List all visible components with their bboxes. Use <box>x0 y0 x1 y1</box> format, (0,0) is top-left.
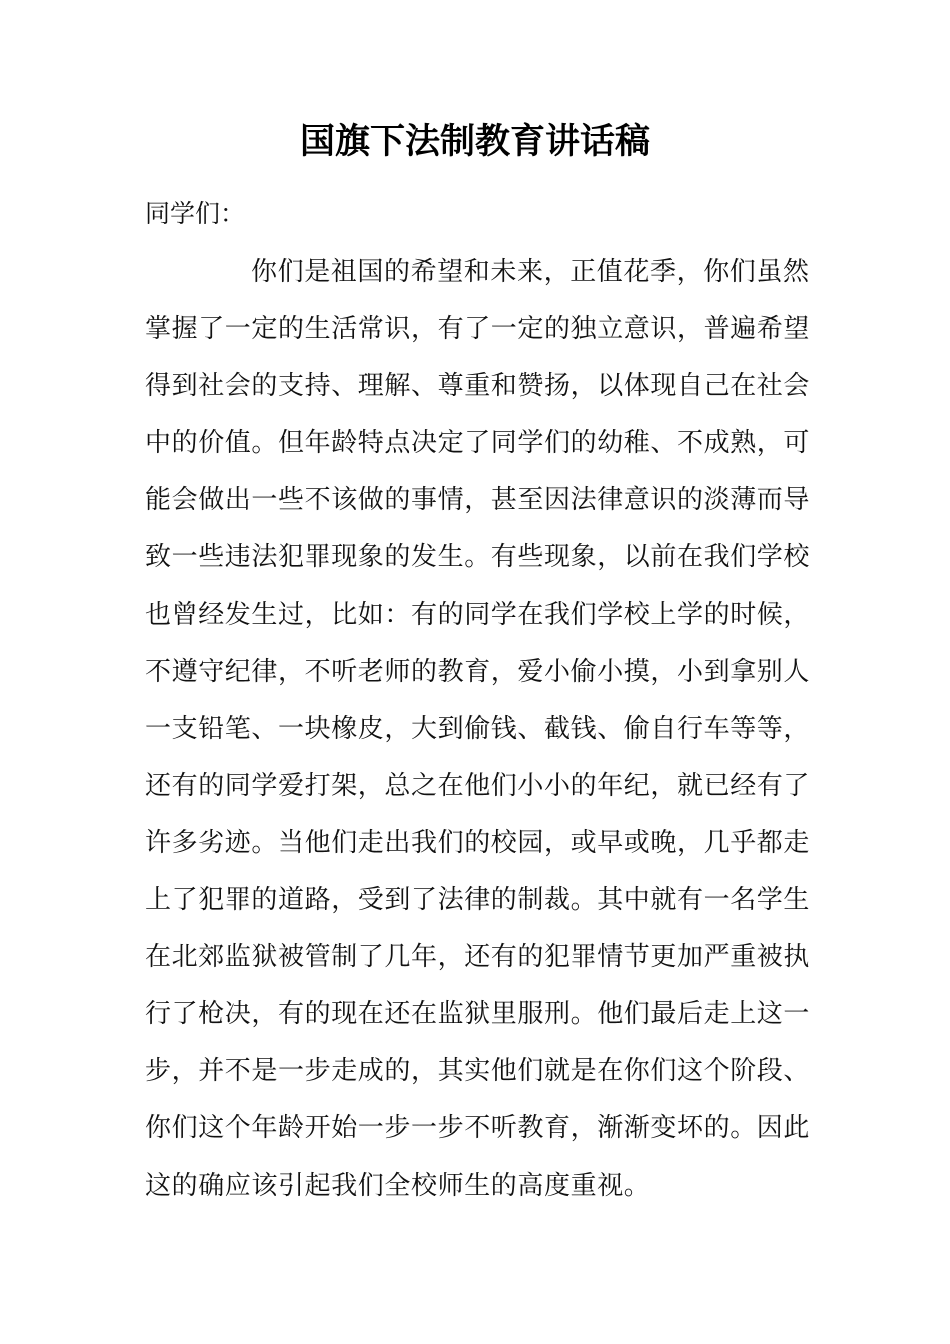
body-line: 一支铅笔、一块橡皮，大到偷钱、截钱、偷自行车等等， <box>145 713 811 744</box>
body-line: 不遵守纪律，不听老师的教育，爱小偷小摸，小到拿别人 <box>145 656 811 687</box>
body-line: 也曾经发生过，比如：有的同学在我们学校上学的时候， <box>145 599 811 630</box>
body-line: 能会做出一些不该做的事情，甚至因法律意识的淡薄而导 <box>145 485 811 516</box>
document-title: 国旗下法制教育讲话稿 <box>299 122 650 162</box>
body-line: 步，并不是一步走成的，其实他们就是在你们这个阶段、 <box>145 1056 811 1087</box>
body-line: 致一些违法犯罪现象的发生。有些现象，以前在我们学校 <box>145 542 811 573</box>
speech-body <box>145 254 809 1225</box>
body-line: 在北郊监狱被管制了几年，还有的犯罪情节更加严重被执 <box>145 942 811 973</box>
body-line: 掌握了一定的生活常识，有了一定的独立意识，普遍希望 <box>145 314 811 345</box>
body-line: 这的确应该引起我们全校师生的高度重视。 <box>145 1170 651 1201</box>
salutation: 同学们： <box>145 199 246 228</box>
body-line: 还有的同学爱打架，总之在他们小小的年纪，就已经有了 <box>145 770 811 801</box>
body-line: 上了犯罪的道路，受到了法律的制裁。其中就有一名学生 <box>145 885 811 916</box>
body-line: 你们这个年龄开始一步一步不听教育，渐渐变坏的。因此 <box>145 1113 811 1144</box>
body-line: 许多劣迹。当他们走出我们的校园，或早或晚，几乎都走 <box>145 827 811 858</box>
body-line: 行了枪决，有的现在还在监狱里服刑。他们最后走上这一 <box>145 999 811 1030</box>
body-line: 得到社会的支持、理解、尊重和赞扬，以体现自己在社会 <box>145 371 811 402</box>
body-line: 你们是祖国的希望和未来，正值花季，你们虽然 <box>251 257 810 287</box>
body-line: 中的价值。但年龄特点决定了同学们的幼稚、不成熟，可 <box>145 428 811 459</box>
